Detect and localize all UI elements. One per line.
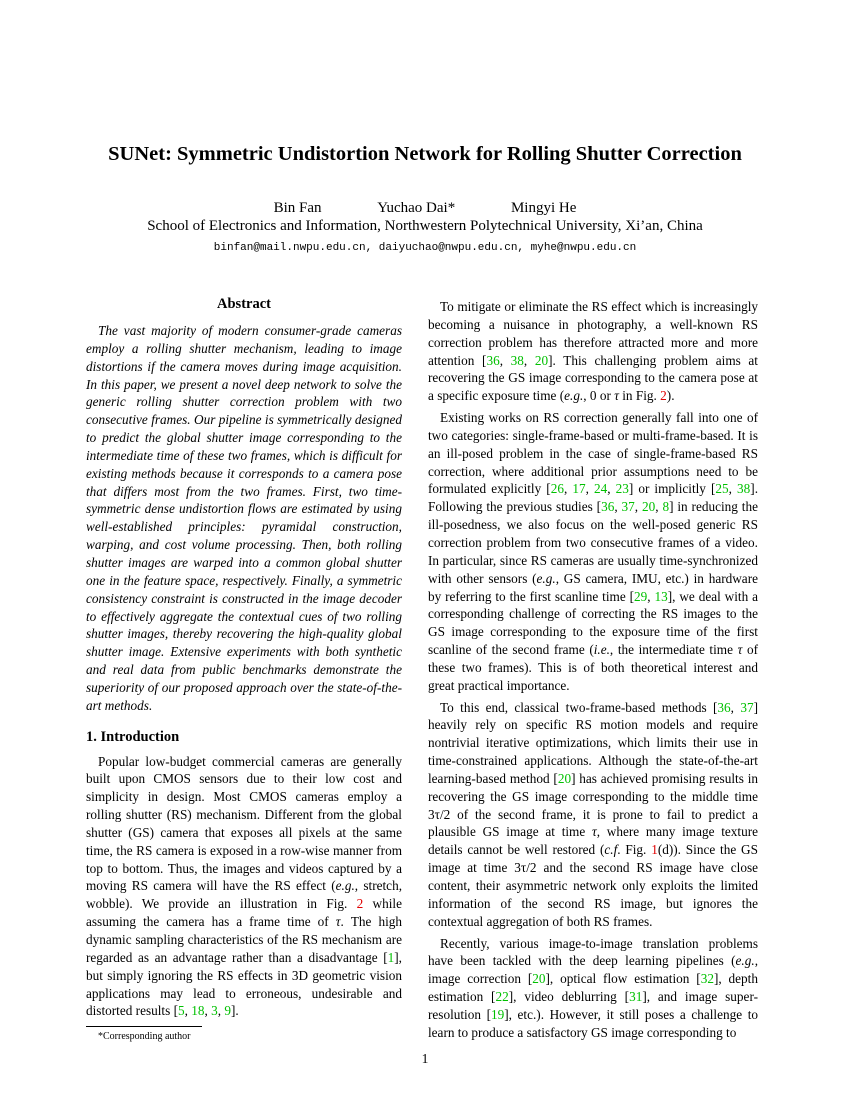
citation-link[interactable]: 20	[641, 499, 656, 515]
citation-link[interactable]: 26	[550, 481, 564, 497]
abstract-heading: Abstract	[217, 296, 271, 312]
author: Bin Fan	[273, 200, 322, 216]
text-run: i.e.	[593, 642, 610, 658]
text-run: ], video deblurring [	[508, 989, 630, 1005]
text-run: ], but simply ignoring the RS effects in 3D geometric vision applications may lead to erroneous, undesirable and distorted results [	[86, 949, 402, 1019]
text-run: . The high dynamic sampling characteristics of the RS mechanism are regarded as an advantage rather than a disadvantage [	[86, 914, 403, 965]
text-run: , GS camera, IMU, etc.) in hardware by referring to the first scanline time [	[428, 570, 758, 604]
text-run: , 0 or	[583, 388, 615, 404]
affiliation: School of Electronics and Information, Northwestern Polytechnical University, Xi’an, China	[147, 218, 703, 234]
text-run: Popular low-budget commercial cameras are generally built upon CMOS sensors due to their low cost and simplicity in design. Most CMOS cameras employ a rolling shutter (RS) mechanism. Different from the global shutter (GS) camera that exposes all pixels at the same time, the RS camera is exposed in a row-wise manner from top to bottom. Thus, the images and videos captured by a moving RS camera will have the RS effect (	[86, 753, 402, 894]
text-run: ,	[523, 352, 535, 368]
text-run: ,	[563, 481, 573, 497]
citation-link[interactable]: 8	[662, 499, 670, 515]
text-run: τ	[614, 388, 619, 404]
text-run: ] in reducing the ill-posedness, we also focus on the well-posed generic RS correction problem from two consecutive frames of a video. In particular, since RS cameras are usually time-synchronized with other sensors (	[428, 499, 758, 586]
text-run: (d)). Since the GS image at time	[428, 842, 758, 876]
text-run: ].	[231, 1003, 239, 1019]
text-run: Existing works on RS correction generally fall into one of two categories: single-frame-based or multi-frame-based. It is an ill-posed problem in the case of single-frame-based RS correction, where additional prior assumptions need to be formulated explicitly [	[428, 410, 758, 497]
paragraph	[86, 753, 402, 1021]
text-run: ,	[647, 588, 655, 604]
paragraph	[86, 322, 402, 715]
introduction-body	[86, 753, 402, 1021]
text-run: of the second frame, it is prone to fail to predict a plausible GS image at time	[428, 806, 758, 840]
figure-ref-link[interactable]: 2	[356, 896, 364, 912]
citation-link[interactable]: 5	[178, 1003, 185, 1019]
citation-link[interactable]: 18	[191, 1003, 205, 1019]
paper-title: SUNet: Symmetric Undistortion Network for Rolling Shutter Correction	[108, 143, 742, 165]
citation-link[interactable]: 38	[510, 352, 524, 368]
text-run: ,	[585, 481, 594, 497]
text-run: To mitigate or eliminate the RS effect which is increasingly becoming a nuisance in photography, a well-known RS correction problem has therefore attracted more and more attention [	[428, 299, 758, 368]
citation-link[interactable]: 24	[593, 481, 608, 497]
text-run: of these two frames). This is of both theoretical interest and great practical importance.	[428, 642, 758, 693]
citation-link[interactable]: 20	[532, 971, 546, 987]
text-run: , stretch, wobble). We provide an illustration in Fig.	[86, 878, 403, 912]
text-run: , where many image texture details cannot be well restored (	[428, 824, 759, 858]
text-run: ] heavily rely on specific RS motion models and require nontrivial iterative optimizations, which limits their use in time-constrained applications. Although the state-of-the-art learning-based method [	[428, 699, 759, 786]
text-run: c.f	[604, 842, 618, 858]
text-run: in Fig.	[618, 388, 661, 404]
text-run: ,	[204, 1003, 212, 1019]
citation-link[interactable]: 36	[486, 352, 500, 368]
citation-link[interactable]: 20	[557, 770, 572, 786]
citation-link[interactable]: 36	[601, 499, 615, 515]
text-run: and the second RS image have close content, their asymmetric network only exploits the limited information of the second RS image, but ignores the contextual aggregation of both RS frames.	[428, 860, 758, 929]
author-emails: binfan@mail.nwpu.edu.cn, daiyuchao@nwpu.edu.cn, myhe@nwpu.edu.cn	[213, 242, 637, 254]
text-run: while assuming the camera has a frame time of	[86, 896, 402, 930]
text-run: To this end, classical two-frame-based methods [	[440, 699, 718, 715]
text-run: , image correction [	[428, 953, 758, 987]
text-run: ,	[217, 1003, 225, 1019]
text-run: ] or implicitly [	[628, 481, 716, 497]
left-column	[86, 294, 402, 1020]
text-run: τ	[737, 642, 743, 658]
text-run: Recently, various image-to-image translation problems have been tackled with the deep learning pipelines (	[428, 935, 758, 969]
citation-link[interactable]: 37	[740, 699, 754, 715]
text-run: ,	[655, 499, 663, 515]
text-run: . Fig.	[617, 842, 652, 858]
citation-link[interactable]: 37	[621, 499, 635, 515]
text-run: ,	[607, 481, 616, 497]
text-run: e.g.	[536, 570, 556, 586]
text-run: ]. This challenging problem aims at recovering the GS image corresponding to the camera pose at a specific exposure time (	[428, 352, 758, 404]
text-run: e.g.	[735, 953, 755, 969]
math-fraction: 3τ/2	[514, 860, 537, 876]
citation-link[interactable]: 22	[495, 989, 509, 1005]
text-run: ], optical flow estimation [	[545, 971, 701, 987]
right-column	[428, 298, 758, 1042]
text-run: ,	[184, 1003, 192, 1019]
text-run: e.g.	[564, 388, 584, 404]
text-run: ,	[634, 499, 642, 515]
figure-ref-link[interactable]: 1	[651, 842, 658, 858]
text-run: , the intermediate time	[609, 642, 738, 658]
paragraph	[428, 298, 758, 405]
text-run: ,	[730, 699, 741, 715]
page-number: 1	[421, 1051, 429, 1066]
text-run: ], depth estimation [	[428, 971, 758, 1005]
citation-link[interactable]: 38	[737, 481, 751, 497]
footnote: *Corresponding author	[98, 1031, 191, 1042]
text-run: ).	[666, 388, 675, 404]
citation-link[interactable]: 31	[629, 989, 643, 1005]
author: Mingyi He	[510, 200, 577, 216]
text-run: ], and image super-resolution [	[428, 989, 758, 1022]
footnote-divider	[86, 1026, 202, 1027]
text-run: ,	[499, 352, 511, 368]
citation-link[interactable]: 23	[615, 481, 629, 497]
paragraph	[428, 935, 758, 1042]
figure-ref-link[interactable]: 2	[660, 388, 667, 404]
text-run: ], etc.). However, it still poses a challenge to learn to produce a satisfactory GS image corresponding to	[428, 1006, 759, 1040]
paragraph	[428, 699, 758, 931]
citation-link[interactable]: 3	[211, 1003, 218, 1019]
citation-link[interactable]: 17	[572, 481, 586, 497]
text-run: e.g.	[335, 878, 355, 894]
paragraph	[428, 409, 758, 695]
citation-link[interactable]: 1	[387, 949, 395, 965]
citation-link[interactable]: 19	[490, 1006, 505, 1022]
citation-link[interactable]: 9	[224, 1003, 231, 1019]
citation-link[interactable]: 36	[717, 699, 731, 715]
text-run: ], we deal with a corresponding challenge of correcting the RS images to the GS image corresponding to the exposure time of the first scanline of the second frame (	[428, 588, 758, 658]
text-run: The vast majority of modern consumer-grade cameras employ a rolling shutter mechanism, leading to image distortions if the camera moves during image acquisition. In this paper, we present a novel deep network to solve the generic rolling shutter correction problem with two consecutive frames. Our pipeline is symmetrically designed to predict the global shutter image corresponding to the intermediate time of these two frames, which is difficult for existing methods because it corresponds to a camera pose that differs most from the two frames. First, two time-symmetric dense undistortion flows are estimated by using well-established principles: pyramidal construction, warping, and cost volume processing. Then, both rolling shutter images are warped into a common global shutter one in the feature space, respectively. Finally, a symmetric consistency constraint is constructed in the image decoder to effectively aggregate the contextual cues of two rolling shutter images, thereby recovering the high-quality global shutter image. Extensive experiments with both synthetic and real data from public benchmarks demonstrate the superiority of our proposed approach over the state-of-the-art methods.	[86, 323, 402, 713]
abstract-body	[86, 322, 402, 715]
author-list	[0, 200, 850, 217]
citation-link[interactable]: 13	[654, 588, 668, 604]
text-run: τ	[335, 914, 341, 930]
author: Yuchao Dai*	[377, 200, 456, 216]
text-run: τ	[592, 824, 597, 840]
citation-link[interactable]: 29	[634, 588, 648, 604]
citation-link[interactable]: 20	[534, 352, 549, 368]
text-run: ]. Following the previous studies [	[428, 481, 759, 515]
citation-link[interactable]: 32	[700, 971, 714, 987]
section-heading-introduction: 1. Introduction	[86, 728, 180, 745]
text-run: ] has achieved promising results in recovering the GS image corresponding to the middle time	[428, 770, 758, 804]
citation-link[interactable]: 25	[715, 481, 729, 497]
text-run: ,	[614, 499, 622, 515]
math-fraction: 3τ/2	[428, 806, 451, 822]
text-run: ,	[728, 481, 738, 497]
